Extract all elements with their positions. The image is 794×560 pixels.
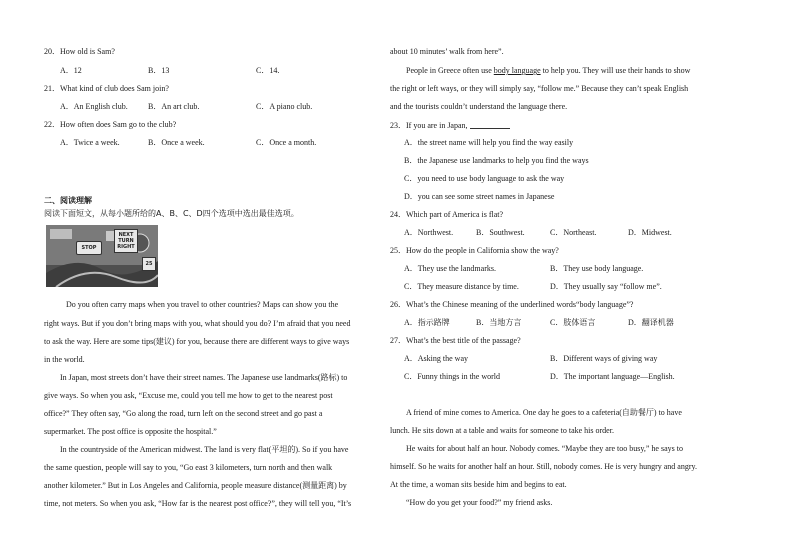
question-27-option-c: C．Funny things in the world [404, 372, 501, 381]
passage-line-4: in the world. [44, 355, 85, 364]
question-26-option-b: B．当地方言 [476, 318, 522, 327]
question-21-option-a: A．An English club. [60, 102, 128, 111]
question-25-option-b: B．They use body language. [550, 264, 644, 273]
greece-line-1-pre: People in Greece often use [406, 66, 494, 75]
passage-line-9: In the countryside of the American midwest. The land is very flat(平坦的). So if you have [60, 445, 349, 454]
question-22-option-b: B．Once a week. [148, 138, 205, 147]
passage-line-2: right ways. But if you don’t bring maps with you, what should you do? I’m afraid that you need [44, 319, 351, 328]
photo-background [46, 225, 158, 287]
next-turn-right-sign: NEXT TURN RIGHT [114, 229, 138, 253]
passage-line-7: office?” They often say, “Go along the road, turn left on the second street and go past a [44, 409, 323, 418]
passage2-line-6: “How do you get your food?” my friend asks. [406, 498, 553, 507]
greece-line-1 [406, 66, 690, 76]
question-24-stem: 24．Which part of America is flat? [390, 210, 504, 219]
street-signs-photo [46, 225, 158, 287]
question-20-option-c: C．14. [256, 66, 280, 75]
question-23-option-b: B．the Japanese use landmarks to help you find the ways [404, 156, 589, 165]
question-27-option-b: B．Different ways of giving way [550, 354, 658, 363]
question-27-option-d: D．The important language—English. [550, 372, 675, 381]
answer-blank [470, 120, 510, 129]
question-22-option-a: A．Twice a week. [60, 138, 120, 147]
passage-line-5: In Japan, most streets don’t have their street names. The Japanese use landmarks(路标) to [60, 373, 348, 382]
passage2-line-5: At the time, a woman sits beside him and begins to eat. [390, 480, 567, 489]
passage2-line-4: himself. So he waits for another half an hour. Still, nobody comes. He is very hungry and angry. [390, 462, 697, 471]
section-instruction: 阅读下面短文，从每小题所给的A、B、C、D四个选项中选出最佳选项。 [44, 209, 299, 218]
greece-line-1-post: to help you. They will use their hands to show [540, 66, 691, 75]
question-25-option-c: C．They measure distance by time. [404, 282, 519, 291]
question-21-option-c: C．A piano club. [256, 102, 313, 111]
question-27-option-a: A．Asking the way [404, 354, 468, 363]
question-20-stem: 20．How old is Sam? [44, 47, 115, 56]
question-22-option-c: C．Once a month. [256, 138, 317, 147]
question-25-option-d: D．They usually say “follow me”. [550, 282, 662, 291]
question-26-option-c: C．肢体语言 [550, 318, 596, 327]
underlined-body-language: body language [493, 66, 541, 75]
question-26-stem: 26．What’s the Chinese meaning of the underlined words“body language”? [390, 300, 634, 309]
question-26-option-a: A．指示路牌 [404, 318, 450, 327]
question-21-option-b: B．An art club. [148, 102, 200, 111]
passage-line-12: time, not meters. So when you ask, “How far is the nearest post office?”, they will tell you, “It’s [44, 499, 352, 508]
question-20-option-b: B．13 [148, 66, 170, 75]
passage-line-3: to ask the way. Here are some tips(建议) for you, because there are different ways to give ways [44, 337, 350, 346]
question-21-stem: 21．What kind of club does Sam join? [44, 84, 169, 93]
question-24-option-d: D．Midwest. [628, 228, 672, 237]
greece-line-2: the right or left ways, or they will simply say, “follow me.” Because they can’t speak English [390, 84, 689, 93]
question-23-option-d: D．you can see some street names in Japanese [404, 192, 555, 201]
passage-line-8: supermarket. The post office is opposite the hospital.” [44, 427, 217, 436]
passage2-line-3: He waits for about half an hour. Nobody comes. “Maybe they are too busy,” he says to [406, 444, 683, 453]
passage-line-11: another kilometer.” But in Los Angeles and California, people measure distance(测量距离) by [44, 481, 347, 490]
passage-line-1: Do you often carry maps when you travel to other countries? Maps can show you the [66, 300, 339, 309]
question-25-stem: 25．How do the people in California show the way? [390, 246, 559, 255]
stop-sign: STOP [76, 241, 102, 255]
speed-limit-sign: 25 [142, 257, 156, 271]
question-20-option-a: A．12 [60, 66, 82, 75]
question-24-option-b: B．Southwest. [476, 228, 525, 237]
question-23-option-a: A．the street name will help you find the way easily [404, 138, 574, 147]
question-26-option-d: D．翻译机器 [628, 318, 674, 327]
passage-line-10: the same question, people will say to you, “Go east 3 kilometers, turn north and then walk [44, 463, 333, 472]
question-27-stem: 27．What’s the best title of the passage? [390, 336, 521, 345]
question-25-option-a: A．They use the landmarks. [404, 264, 496, 273]
passage-line-6: give ways. So when you ask, “Excuse me, could you tell me how to get to the nearest post [44, 391, 333, 400]
passage2-line-2: lunch. He sits down at a table and waits for someone to take his order. [390, 426, 614, 435]
question-23-stem-text: 23．If you are in Japan, [390, 121, 468, 130]
section-title: 二、阅读理解 [44, 196, 92, 205]
passage2-line-1: A friend of mine comes to America. One day he goes to a cafeteria(自助餐厅) to have [406, 408, 682, 417]
greece-line-3: and the tourists couldn’t understand the language there. [390, 102, 568, 111]
question-23-option-c: C．you need to use body language to ask the way [404, 174, 565, 183]
question-22-stem: 22．How often does Sam go to the club? [44, 120, 177, 129]
question-23-stem [390, 120, 510, 131]
question-24-option-c: C．Northeast. [550, 228, 597, 237]
passage-end-line: about 10 minutes’ walk from here”. [390, 47, 504, 56]
question-24-option-a: A．Northwest. [404, 228, 454, 237]
